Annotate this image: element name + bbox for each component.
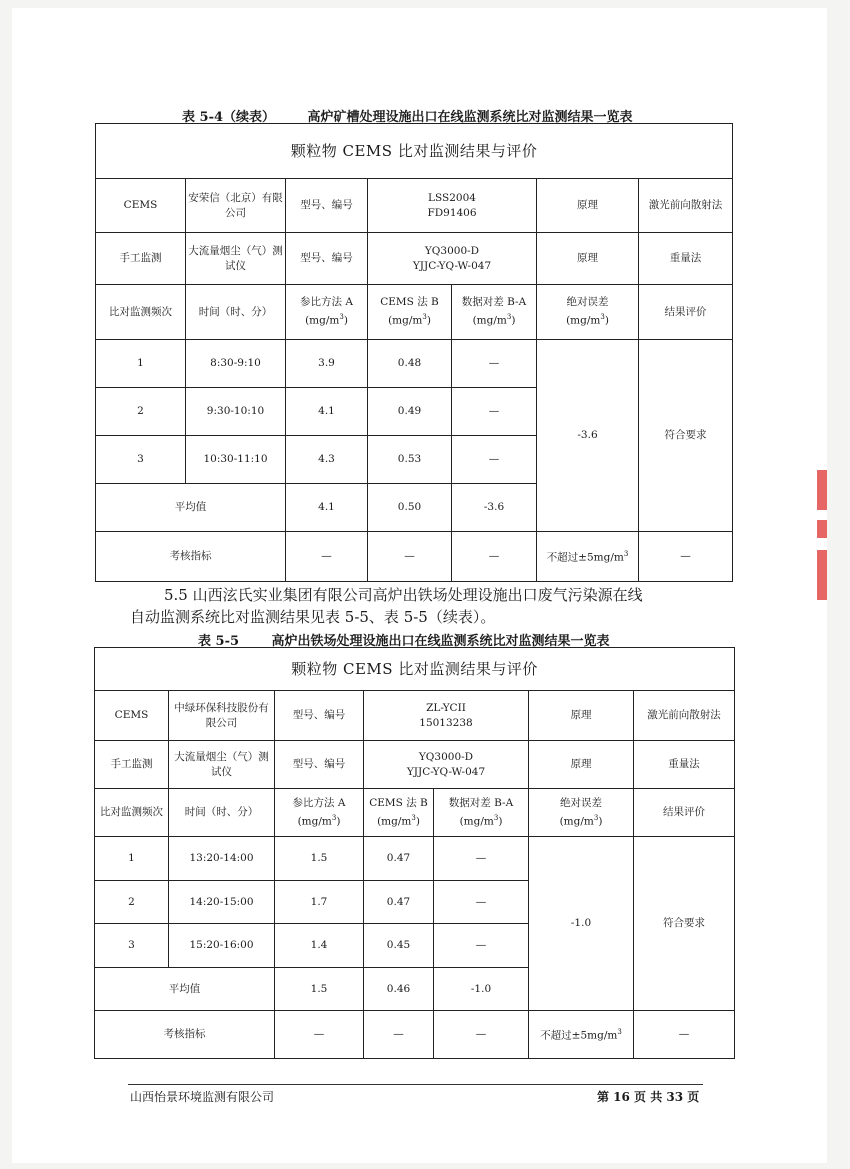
row-value-a: 1.4 xyxy=(275,924,364,968)
table2-cems-model: ZL-YCII 15013238 xyxy=(364,691,529,741)
table1-col-time: 时间（时、分） xyxy=(186,285,286,340)
table1-check-a: — xyxy=(286,532,368,582)
row-value-b: 0.47 xyxy=(364,881,434,924)
table2-caption-number: 表 5-5 xyxy=(198,634,240,649)
table1-avg-a: 4.1 xyxy=(286,484,368,532)
table2-abs-error: -1.0 xyxy=(529,837,634,1011)
table1-principle-label-2: 原理 xyxy=(537,233,639,285)
table2-avg-label: 平均值 xyxy=(95,968,275,1011)
table2-col-result: 结果评价 xyxy=(634,789,735,837)
table2-principle-label-2: 原理 xyxy=(529,741,634,789)
table1-check-d: — xyxy=(452,532,537,582)
table1-principle-label: 原理 xyxy=(537,179,639,233)
row-number: 2 xyxy=(95,881,169,924)
table-row xyxy=(96,340,733,388)
row-number: 3 xyxy=(96,436,186,484)
table2-manual-device: 大流量烟尘（气）测试仪 xyxy=(169,741,275,789)
table2-check-row xyxy=(95,1011,735,1059)
table1-avg-b: 0.50 xyxy=(368,484,452,532)
row-value-b: 0.49 xyxy=(368,388,452,436)
stamp-mark xyxy=(817,520,827,538)
table2-col-b: CEMS 法 B $(mg/m^3)$ xyxy=(364,789,434,837)
table2-col-a: 参比方法 A $(mg/m^3)$ xyxy=(275,789,364,837)
table2-check-abs: 不超过$\pm 5mg/m^3$ xyxy=(529,1011,634,1059)
footer-rule xyxy=(128,1084,703,1085)
table2-model-label: 型号、编号 xyxy=(275,691,364,741)
table1-col-b: CEMS 法 B $(mg/m^3)$ xyxy=(368,285,452,340)
table1-manual-model: YQ3000-D YJJC-YQ-W-047 xyxy=(368,233,537,285)
table1-result: 符合要求 xyxy=(639,340,733,532)
table2-manual-label: 手工监测 xyxy=(95,741,169,789)
row-value-a: 1.7 xyxy=(275,881,364,924)
table1-manual-principle: 重量法 xyxy=(639,233,733,285)
row-diff: — xyxy=(452,388,537,436)
table2-cems-vendor: 中绿环保科技股份有限公司 xyxy=(169,691,275,741)
table1-col-result: 结果评价 xyxy=(639,285,733,340)
table2-manual-model: YQ3000-D YJJC-YQ-W-047 xyxy=(364,741,529,789)
table1-check-abs: 不超过$\pm 5mg/m^3$ xyxy=(537,532,639,582)
table1-cems-label: CEMS xyxy=(96,179,186,233)
table2-cems-label: CEMS xyxy=(95,691,169,741)
table2-model-label-2: 型号、编号 xyxy=(275,741,364,789)
stamp-mark xyxy=(817,550,827,600)
table1-caption-title: 高炉矿槽处理设施出口在线监测系统比对监测结果一览表 xyxy=(307,110,633,125)
row-number: 2 xyxy=(96,388,186,436)
table1-avg-label: 平均值 xyxy=(96,484,286,532)
table2-avg-b: 0.46 xyxy=(364,968,434,1011)
table2-col-time: 时间（时、分） xyxy=(169,789,275,837)
row-diff: — xyxy=(452,436,537,484)
table1-manual-device: 大流量烟尘（气）测试仪 xyxy=(186,233,286,285)
row-value-a: 4.1 xyxy=(286,388,368,436)
table1-model-label: 型号、编号 xyxy=(286,179,368,233)
table2-result: 符合要求 xyxy=(634,837,735,1011)
row-time: 13:20-14:00 xyxy=(169,837,275,881)
row-number: 3 xyxy=(95,924,169,968)
table1-caption-number: 表 5-4（续表） xyxy=(182,110,276,125)
row-value-a: 4.3 xyxy=(286,436,368,484)
row-value-a: 3.9 xyxy=(286,340,368,388)
table2-avg-d: -1.0 xyxy=(434,968,529,1011)
table1-col-abs: 绝对误差 $(mg/m^3)$ xyxy=(537,285,639,340)
row-value-b: 0.53 xyxy=(368,436,452,484)
table2-caption-title: 高炉出铁场处理设施出口在线监测系统比对监测结果一览表 xyxy=(271,634,610,649)
row-time: 15:20-16:00 xyxy=(169,924,275,968)
row-diff: — xyxy=(434,924,529,968)
table2-col-freq: 比对监测频次 xyxy=(95,789,169,837)
table1 xyxy=(95,123,733,582)
row-value-a: 1.5 xyxy=(275,837,364,881)
row-number: 1 xyxy=(96,340,186,388)
table1-col-freq: 比对监测频次 xyxy=(96,285,186,340)
table-row xyxy=(95,837,735,881)
table1-check-row xyxy=(96,532,733,582)
row-diff: — xyxy=(452,340,537,388)
footer-page-number: 第 16 页 共 33 页 xyxy=(597,1090,700,1104)
row-time: 9:30-10:10 xyxy=(186,388,286,436)
table2-check-d: — xyxy=(434,1011,529,1059)
row-diff: — xyxy=(434,881,529,924)
table2-col-abs: 绝对误差 $(mg/m^3)$ xyxy=(529,789,634,837)
table1-avg-d: -3.6 xyxy=(452,484,537,532)
table1-check-result: — xyxy=(639,532,733,582)
table2-cems-principle: 激光前向散射法 xyxy=(634,691,735,741)
table2-manual-principle: 重量法 xyxy=(634,741,735,789)
row-time: 10:30-11:10 xyxy=(186,436,286,484)
section-paragraph xyxy=(130,584,730,628)
row-diff: — xyxy=(434,837,529,881)
table2-check-label: 考核指标 xyxy=(95,1011,275,1059)
table1-abs-error: -3.6 xyxy=(537,340,639,532)
table2-header: 颗粒物 CEMS 比对监测结果与评价 xyxy=(95,648,735,691)
table1-col-diff: 数据对差 B-A $(mg/m^3)$ xyxy=(452,285,537,340)
table1-col-a: 参比方法 A $(mg/m^3)$ xyxy=(286,285,368,340)
table1-check-label: 考核指标 xyxy=(96,532,286,582)
paragraph-line-2: 自动监测系统比对监测结果见表 5-5、表 5-5（续表）。 xyxy=(130,608,496,626)
table2-check-b: — xyxy=(364,1011,434,1059)
table2-col-diff: 数据对差 B-A $(mg/m^3)$ xyxy=(434,789,529,837)
table2-check-a: — xyxy=(275,1011,364,1059)
stamp-mark xyxy=(817,470,827,510)
table2-check-result: — xyxy=(634,1011,735,1059)
table2-avg-a: 1.5 xyxy=(275,968,364,1011)
row-time: 8:30-9:10 xyxy=(186,340,286,388)
row-value-b: 0.48 xyxy=(368,340,452,388)
table1-cems-principle: 激光前向散射法 xyxy=(639,179,733,233)
row-number: 1 xyxy=(95,837,169,881)
footer-company: 山西怡景环境监测有限公司 xyxy=(130,1090,275,1104)
table1-cems-vendor: 安荣信（北京）有限公司 xyxy=(186,179,286,233)
paragraph-line-1: 5.5 山西泫氏实业集团有限公司高炉出铁场处理设施出口废气污染源在线 xyxy=(164,586,643,604)
table1-header: 颗粒物 CEMS 比对监测结果与评价 xyxy=(96,124,733,179)
table2 xyxy=(94,647,735,1059)
table1-check-b: — xyxy=(368,532,452,582)
table2-principle-label: 原理 xyxy=(529,691,634,741)
row-value-b: 0.47 xyxy=(364,837,434,881)
table1-cems-model: LSS2004 FD91406 xyxy=(368,179,537,233)
table1-model-label-2: 型号、编号 xyxy=(286,233,368,285)
row-value-b: 0.45 xyxy=(364,924,434,968)
row-time: 14:20-15:00 xyxy=(169,881,275,924)
table1-manual-label: 手工监测 xyxy=(96,233,186,285)
